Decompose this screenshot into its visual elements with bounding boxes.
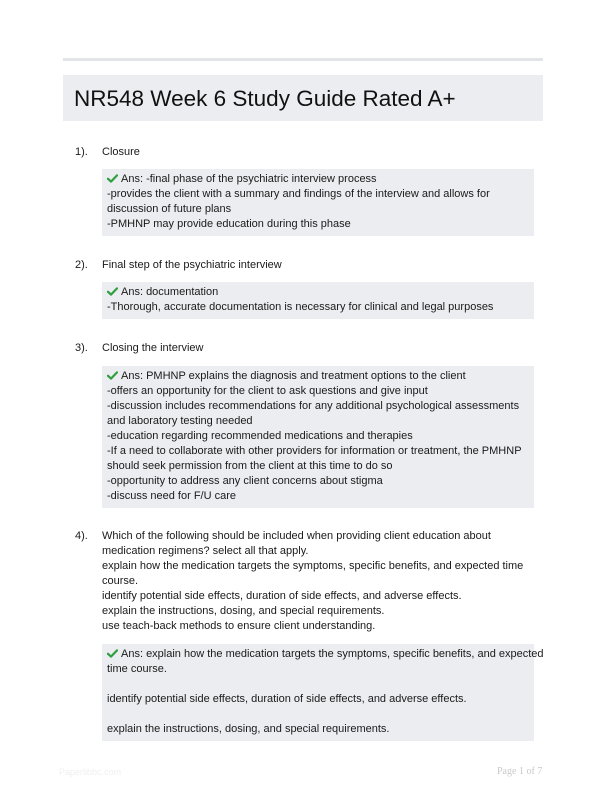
footer-watermark: Paperlibbc.com [59, 767, 122, 777]
answer-line [107, 677, 530, 692]
prompt-line: use teach-back methods to ensure client understanding. [102, 620, 376, 632]
question-prompt [102, 341, 532, 356]
answer-line: and laboratory testing needed [107, 415, 253, 427]
answer-box [102, 644, 544, 741]
check-icon [107, 287, 118, 296]
answer-line: -offers an opportunity for the client to ask questions and give input [107, 385, 428, 397]
answer-text: Ans: -final phase of the psychiatric interview process [121, 173, 377, 185]
answer-line [107, 369, 530, 384]
answer-line: -Thorough, accurate documentation is necessary for clinical and legal purposes [107, 301, 494, 313]
answer-line [107, 647, 544, 662]
prompt-line: Closing the interview [102, 342, 204, 354]
answer-line: -discuss need for F/U care [107, 490, 236, 502]
answer-line: should seek permission from the client at this time to do so [107, 460, 393, 472]
prompt-line: Which of the following should be included when providing client education about [102, 530, 491, 542]
prompt-line: explain the instructions, dosing, and special requirements. [102, 605, 385, 617]
answer-line: -If a need to collaborate with other providers for information or treatment, the PMHNP [107, 445, 522, 457]
answer-box [102, 282, 534, 319]
page-number: Page 1 of 7 [497, 766, 543, 777]
question-number: 3). [75, 342, 88, 354]
question-prompt [102, 258, 532, 273]
answer-line: -opportunity to address any client concerns about stigma [107, 475, 383, 487]
check-icon [107, 174, 118, 183]
answer-line: time course. [107, 663, 167, 675]
prompt-line: Final step of the psychiatric interview [102, 259, 282, 271]
answer-text: Ans: PMHNP explains the diagnosis and treatment options to the client [121, 370, 466, 382]
prompt-line: Closure [102, 146, 140, 158]
answer-box [102, 366, 534, 508]
answer-line: -education regarding recommended medications and therapies [107, 430, 413, 442]
answer-line: -discussion includes recommendations for any additional psychological assessments [107, 400, 520, 412]
answer-text: Ans: explain how the medication targets the symptoms, specific benefits, and expected [121, 648, 544, 660]
answer-line: explain the instructions, dosing, and special requirements. [107, 723, 390, 735]
check-icon [107, 371, 118, 380]
answer-line [107, 707, 530, 722]
question-number: 4). [75, 530, 88, 542]
question-prompt [102, 529, 532, 634]
answer-line [107, 172, 530, 187]
document-title: NR548 Week 6 Study Guide Rated A+ [74, 86, 456, 111]
answer-line [107, 285, 530, 300]
answer-line: discussion of future plans [107, 203, 232, 215]
prompt-line: course. [102, 575, 139, 587]
answer-text: Ans: documentation [121, 286, 219, 298]
prompt-line: identify potential side effects, duration of side effects, and adverse effects. [102, 590, 462, 602]
top-divider [63, 58, 543, 61]
question-prompt [102, 145, 532, 160]
answer-line: identify potential side effects, duration of side effects, and adverse effects. [107, 693, 467, 705]
check-icon [107, 649, 118, 658]
answer-line: -PMHNP may provide education during this phase [107, 218, 351, 230]
prompt-line: explain how the medication targets the symptoms, specific benefits, and expected time [102, 560, 524, 572]
answer-box [102, 169, 534, 236]
prompt-line: medication regimens? select all that apply. [102, 545, 309, 557]
question-number: 1). [75, 146, 88, 158]
answer-line: -provides the client with a summary and findings of the interview and allows for [107, 188, 490, 200]
question-number: 2). [75, 259, 88, 271]
title-banner [63, 75, 543, 121]
